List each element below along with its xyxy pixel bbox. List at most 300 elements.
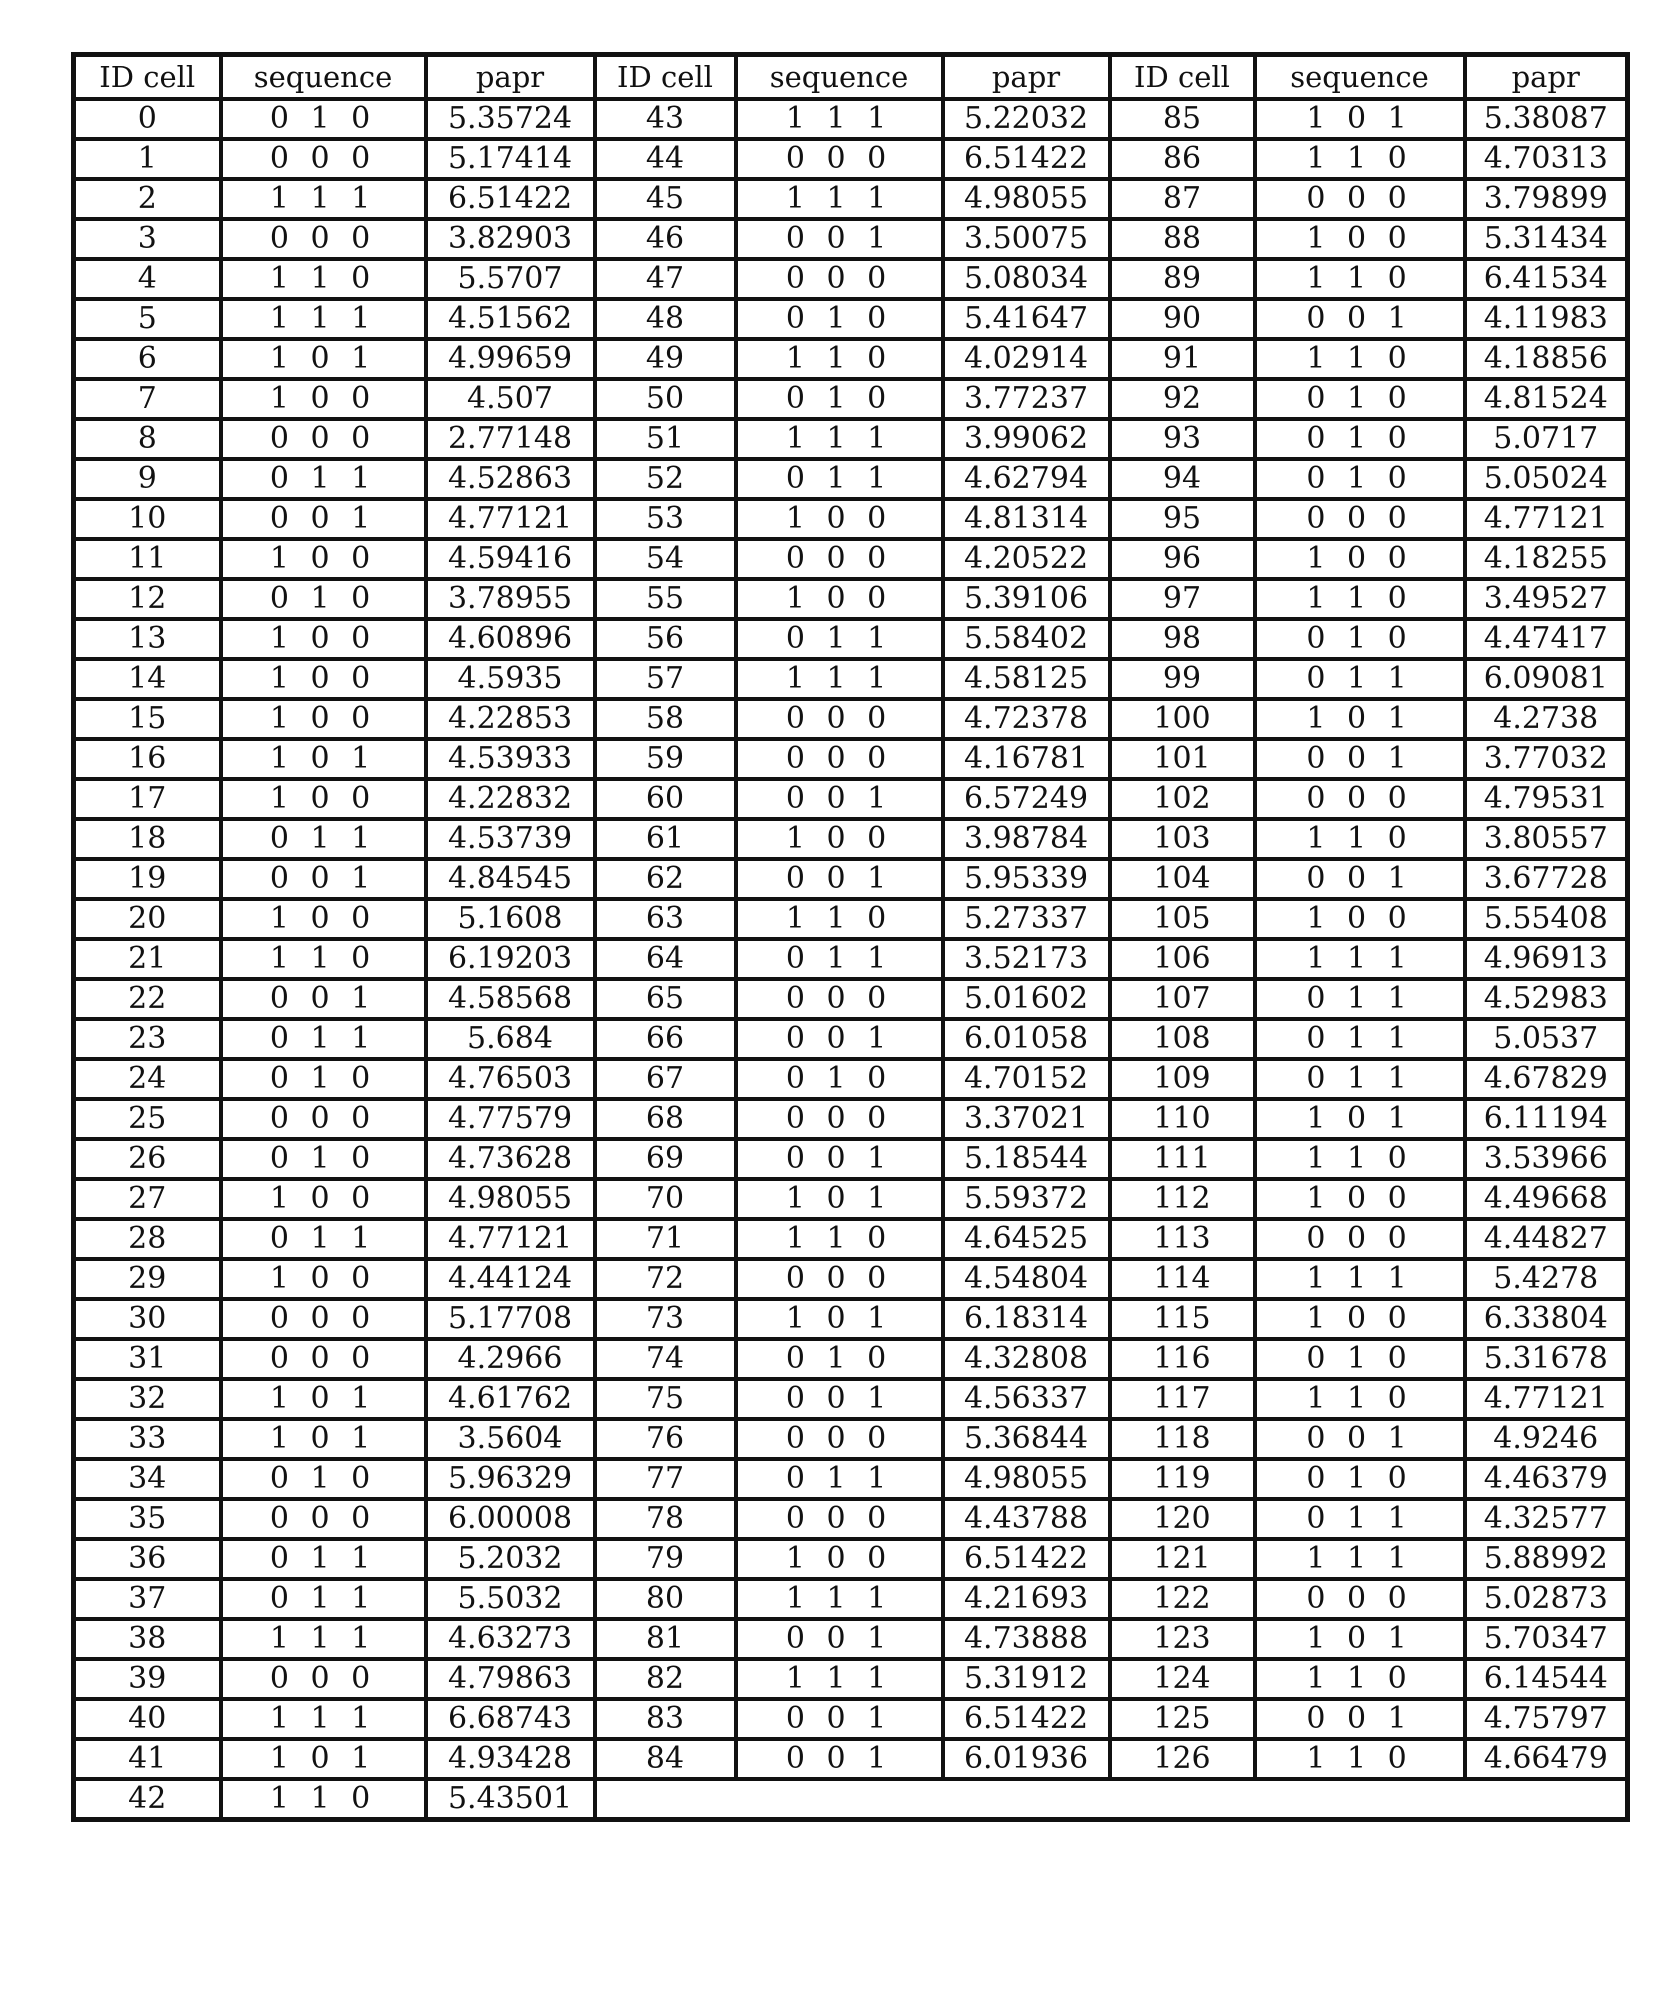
id-cell-value: 47 [595, 259, 736, 299]
id-cell-value: 100 [1110, 699, 1255, 739]
id-cell-value: 35 [74, 1499, 221, 1539]
papr-value: 3.80557 [1465, 819, 1628, 859]
papr-value: 4.67829 [1465, 1059, 1628, 1099]
sequence-value: 1 0 0 [1255, 219, 1465, 259]
table-row [74, 259, 1628, 299]
id-cell-value: 46 [595, 219, 736, 259]
sequence-value: 1 1 1 [736, 179, 943, 219]
sequence-value: 1 1 1 [736, 659, 943, 699]
sequence-value: 0 0 1 [221, 499, 426, 539]
sequence-value: 0 0 0 [736, 139, 943, 179]
papr-value: 4.70313 [1465, 139, 1628, 179]
table-row [74, 739, 1628, 779]
sequence-value: 0 0 0 [221, 1659, 426, 1699]
papr-value: 6.09081 [1465, 659, 1628, 699]
sequence-value: 0 1 0 [221, 99, 426, 139]
id-cell-value: 77 [595, 1459, 736, 1499]
sequence-value: 0 1 1 [221, 459, 426, 499]
sequence-value: 0 1 0 [736, 379, 943, 419]
id-cell-value: 33 [74, 1419, 221, 1459]
sequence-value: 0 1 0 [736, 1339, 943, 1379]
sequence-value: 0 1 1 [1255, 979, 1465, 1019]
papr-value: 4.51562 [426, 299, 595, 339]
papr-value: 4.61762 [426, 1379, 595, 1419]
id-cell-value: 39 [74, 1659, 221, 1699]
id-cell-value: 106 [1110, 939, 1255, 979]
papr-value: 5.31912 [943, 1659, 1110, 1699]
id-cell-value: 7 [74, 379, 221, 419]
sequence-value: 1 1 0 [1255, 1659, 1465, 1699]
sequence-value: 0 1 1 [1255, 1019, 1465, 1059]
sequence-value: 0 1 1 [221, 1019, 426, 1059]
id-cell-value: 79 [595, 1539, 736, 1579]
papr-value: 5.4278 [1465, 1259, 1628, 1299]
papr-value: 3.82903 [426, 219, 595, 259]
sequence-value: 1 0 1 [1255, 1099, 1465, 1139]
sequence-value: 0 1 1 [1255, 659, 1465, 699]
papr-value: 4.44827 [1465, 1219, 1628, 1259]
id-cell-value: 108 [1110, 1019, 1255, 1059]
sequence-value: 1 1 0 [736, 899, 943, 939]
papr-value: 5.96329 [426, 1459, 595, 1499]
papr-value: 4.44124 [426, 1259, 595, 1299]
table-row [74, 1459, 1628, 1499]
papr-value: 6.11194 [1465, 1099, 1628, 1139]
id-cell-value: 109 [1110, 1059, 1255, 1099]
table-row [74, 1619, 1628, 1659]
id-cell-value: 71 [595, 1219, 736, 1259]
papr-value: 6.51422 [943, 1699, 1110, 1739]
id-cell-value: 15 [74, 699, 221, 739]
id-cell-value: 23 [74, 1019, 221, 1059]
id-cell-value: 40 [74, 1699, 221, 1739]
papr-value: 3.52173 [943, 939, 1110, 979]
sequence-value: 0 0 1 [736, 1019, 943, 1059]
papr-value: 4.99659 [426, 339, 595, 379]
id-cell-value: 101 [1110, 739, 1255, 779]
papr-value: 5.05024 [1465, 459, 1628, 499]
table-row [74, 1699, 1628, 1739]
id-cell-value: 36 [74, 1539, 221, 1579]
papr-value: 4.62794 [943, 459, 1110, 499]
sequence-value: 1 0 0 [736, 579, 943, 619]
id-cell-value: 118 [1110, 1419, 1255, 1459]
papr-value: 4.70152 [943, 1059, 1110, 1099]
papr-value: 4.75797 [1465, 1699, 1628, 1739]
papr-value: 4.9246 [1465, 1419, 1628, 1459]
papr-value: 5.18544 [943, 1139, 1110, 1179]
sequence-value: 0 1 0 [221, 1459, 426, 1499]
id-cell-value: 11 [74, 539, 221, 579]
table-row [74, 979, 1628, 1019]
id-cell-value: 102 [1110, 779, 1255, 819]
sequence-value: 1 0 1 [221, 1739, 426, 1779]
papr-value: 4.21693 [943, 1579, 1110, 1619]
sequence-value: 0 1 1 [221, 1579, 426, 1619]
id-cell-value: 104 [1110, 859, 1255, 899]
id-cell-value: 83 [595, 1699, 736, 1739]
sequence-value: 1 0 0 [1255, 1299, 1465, 1339]
sequence-value: 0 0 1 [736, 1619, 943, 1659]
papr-value: 4.59416 [426, 539, 595, 579]
papr-value: 5.5707 [426, 259, 595, 299]
id-cell-value: 96 [1110, 539, 1255, 579]
sequence-value: 1 1 0 [1255, 1739, 1465, 1779]
id-cell-value: 115 [1110, 1299, 1255, 1339]
sequence-value: 1 1 0 [1255, 259, 1465, 299]
table-row [74, 1379, 1628, 1419]
papr-value: 3.79899 [1465, 179, 1628, 219]
sequence-value: 1 0 0 [736, 499, 943, 539]
id-cell-value: 32 [74, 1379, 221, 1419]
papr-value: 4.54804 [943, 1259, 1110, 1299]
papr-value: 5.17414 [426, 139, 595, 179]
id-cell-value: 91 [1110, 339, 1255, 379]
table-row [74, 939, 1628, 979]
id-cell-value: 69 [595, 1139, 736, 1179]
sequence-value: 1 1 1 [221, 1699, 426, 1739]
id-cell-value: 48 [595, 299, 736, 339]
sequence-value: 1 1 1 [221, 1619, 426, 1659]
sequence-value: 0 0 1 [1255, 299, 1465, 339]
table-row [74, 819, 1628, 859]
empty-cell [1255, 1779, 1465, 1820]
papr-value: 4.93428 [426, 1739, 595, 1779]
id-cell-value: 65 [595, 979, 736, 1019]
papr-value: 3.77032 [1465, 739, 1628, 779]
id-cell-value: 5 [74, 299, 221, 339]
id-cell-value: 43 [595, 99, 736, 139]
sequence-value: 1 0 0 [221, 619, 426, 659]
header-papr-3: papr [1465, 55, 1628, 100]
header-id-cell-1: ID cell [74, 55, 221, 100]
sequence-value: 1 1 0 [736, 1219, 943, 1259]
papr-value: 4.63273 [426, 1619, 595, 1659]
papr-value: 4.64525 [943, 1219, 1110, 1259]
id-cell-value: 18 [74, 819, 221, 859]
id-cell-value: 81 [595, 1619, 736, 1659]
table-row [74, 1019, 1628, 1059]
sequence-value: 1 0 0 [221, 899, 426, 939]
id-cell-value: 88 [1110, 219, 1255, 259]
id-cell-value: 6 [74, 339, 221, 379]
sequence-value: 1 0 0 [221, 779, 426, 819]
sequence-value: 0 0 0 [221, 219, 426, 259]
papr-value: 4.47417 [1465, 619, 1628, 659]
id-cell-value: 41 [74, 1739, 221, 1779]
id-cell-value: 55 [595, 579, 736, 619]
id-cell-value: 90 [1110, 299, 1255, 339]
table-row [74, 779, 1628, 819]
papr-value: 5.39106 [943, 579, 1110, 619]
papr-value: 6.14544 [1465, 1659, 1628, 1699]
id-cell-value: 123 [1110, 1619, 1255, 1659]
sequence-value: 1 0 1 [1255, 699, 1465, 739]
sequence-value: 1 1 1 [736, 1659, 943, 1699]
table-row [74, 1259, 1628, 1299]
sequence-value: 0 0 1 [1255, 1699, 1465, 1739]
id-cell-value: 113 [1110, 1219, 1255, 1259]
sequence-value: 1 0 0 [221, 659, 426, 699]
table-row [74, 1179, 1628, 1219]
header-papr-1: papr [426, 55, 595, 100]
id-cell-value: 13 [74, 619, 221, 659]
sequence-value: 1 1 0 [221, 1779, 426, 1820]
sequence-value: 1 0 1 [221, 1419, 426, 1459]
table-row [74, 99, 1628, 139]
id-cell-value: 37 [74, 1579, 221, 1619]
sequence-value: 0 1 1 [221, 819, 426, 859]
papr-value: 4.98055 [943, 1459, 1110, 1499]
papr-value: 5.684 [426, 1019, 595, 1059]
papr-value: 4.32577 [1465, 1499, 1628, 1539]
sequence-value: 1 0 0 [221, 1259, 426, 1299]
sequence-value: 0 0 1 [736, 1739, 943, 1779]
header-papr-2: papr [943, 55, 1110, 100]
id-cell-value: 51 [595, 419, 736, 459]
papr-value: 5.36844 [943, 1419, 1110, 1459]
sequence-value: 0 1 1 [1255, 1059, 1465, 1099]
papr-value: 6.01936 [943, 1739, 1110, 1779]
papr-value: 4.77121 [426, 499, 595, 539]
papr-value: 4.22832 [426, 779, 595, 819]
id-cell-value: 112 [1110, 1179, 1255, 1219]
id-cell-value: 2 [74, 179, 221, 219]
sequence-value: 0 0 1 [1255, 739, 1465, 779]
id-cell-value: 125 [1110, 1699, 1255, 1739]
sequence-value: 0 0 0 [736, 979, 943, 1019]
table-row [74, 699, 1628, 739]
sequence-value: 1 0 1 [221, 739, 426, 779]
table-row [74, 499, 1628, 539]
id-cell-value: 105 [1110, 899, 1255, 939]
id-cell-value: 50 [595, 379, 736, 419]
sequence-value: 1 1 1 [1255, 1259, 1465, 1299]
sequence-value: 1 0 1 [221, 1379, 426, 1419]
id-cell-value: 52 [595, 459, 736, 499]
id-cell-value: 61 [595, 819, 736, 859]
sequence-value: 1 0 0 [221, 1179, 426, 1219]
table-row [74, 899, 1628, 939]
papr-value: 6.18314 [943, 1299, 1110, 1339]
id-cell-value: 63 [595, 899, 736, 939]
id-cell-value: 56 [595, 619, 736, 659]
papr-value: 4.2738 [1465, 699, 1628, 739]
table-row [74, 1299, 1628, 1339]
papr-value: 4.20522 [943, 539, 1110, 579]
sequence-value: 0 0 0 [736, 1099, 943, 1139]
id-cell-value: 22 [74, 979, 221, 1019]
papr-value: 4.56337 [943, 1379, 1110, 1419]
sequence-value: 0 0 1 [1255, 1419, 1465, 1459]
id-cell-value: 10 [74, 499, 221, 539]
papr-value: 4.77121 [426, 1219, 595, 1259]
sequence-value: 1 1 1 [736, 99, 943, 139]
sequence-value: 0 1 0 [1255, 419, 1465, 459]
sequence-value: 1 0 0 [736, 1539, 943, 1579]
sequence-value: 1 0 0 [1255, 539, 1465, 579]
header-row [74, 55, 1628, 100]
papr-value: 4.77121 [1465, 1379, 1628, 1419]
table-row [74, 1339, 1628, 1379]
papr-value: 5.02873 [1465, 1579, 1628, 1619]
id-cell-value: 60 [595, 779, 736, 819]
papr-value: 4.18856 [1465, 339, 1628, 379]
empty-cell [1465, 1779, 1628, 1820]
sequence-value: 1 1 0 [1255, 1139, 1465, 1179]
sequence-value: 0 1 0 [221, 579, 426, 619]
papr-value: 4.16781 [943, 739, 1110, 779]
sequence-value: 1 1 1 [736, 1579, 943, 1619]
id-cell-value: 49 [595, 339, 736, 379]
papr-value: 5.31434 [1465, 219, 1628, 259]
sequence-value: 1 1 0 [1255, 139, 1465, 179]
papr-value: 3.99062 [943, 419, 1110, 459]
id-cell-value: 38 [74, 1619, 221, 1659]
id-cell-value: 110 [1110, 1099, 1255, 1139]
sequence-value: 1 1 0 [1255, 1379, 1465, 1419]
id-cell-value: 26 [74, 1139, 221, 1179]
table-row [74, 1219, 1628, 1259]
sequence-value: 1 0 1 [221, 339, 426, 379]
papr-value: 4.73888 [943, 1619, 1110, 1659]
sequence-value: 0 1 0 [221, 1139, 426, 1179]
id-cell-value: 53 [595, 499, 736, 539]
sequence-value: 1 0 1 [736, 1299, 943, 1339]
id-cell-value: 72 [595, 1259, 736, 1299]
sequence-value: 0 0 0 [736, 259, 943, 299]
papr-value: 6.41534 [1465, 259, 1628, 299]
papr-value: 4.02914 [943, 339, 1110, 379]
sequence-value: 1 0 0 [221, 539, 426, 579]
id-cell-value: 87 [1110, 179, 1255, 219]
id-cell-value: 85 [1110, 99, 1255, 139]
sequence-value: 0 1 1 [221, 1219, 426, 1259]
papr-value: 6.00008 [426, 1499, 595, 1539]
sequence-value: 0 0 0 [1255, 179, 1465, 219]
header-sequence-3: sequence [1255, 55, 1465, 100]
id-cell-value: 62 [595, 859, 736, 899]
id-cell-value: 121 [1110, 1539, 1255, 1579]
id-cell-value: 97 [1110, 579, 1255, 619]
papr-value: 4.96913 [1465, 939, 1628, 979]
id-cell-value: 27 [74, 1179, 221, 1219]
table-row [74, 1739, 1628, 1779]
papr-value: 3.78955 [426, 579, 595, 619]
papr-value: 4.81524 [1465, 379, 1628, 419]
header-sequence-2: sequence [736, 55, 943, 100]
sequence-value: 0 0 1 [1255, 859, 1465, 899]
sequence-value: 0 0 1 [736, 779, 943, 819]
papr-value: 4.507 [426, 379, 595, 419]
papr-table-sheet [71, 52, 1630, 1822]
sequence-value: 1 1 0 [221, 939, 426, 979]
papr-value: 5.31678 [1465, 1339, 1628, 1379]
id-cell-value: 66 [595, 1019, 736, 1059]
sequence-value: 1 1 1 [1255, 939, 1465, 979]
table-row [74, 179, 1628, 219]
sequence-value: 1 1 0 [1255, 579, 1465, 619]
sequence-value: 1 0 1 [736, 1179, 943, 1219]
sequence-value: 1 0 0 [221, 699, 426, 739]
papr-value: 3.77237 [943, 379, 1110, 419]
sequence-value: 0 0 0 [736, 1259, 943, 1299]
id-cell-value: 114 [1110, 1259, 1255, 1299]
sequence-value: 0 0 1 [736, 1379, 943, 1419]
id-cell-value: 14 [74, 659, 221, 699]
id-cell-value: 126 [1110, 1739, 1255, 1779]
papr-value: 5.01602 [943, 979, 1110, 1019]
sequence-value: 1 1 0 [221, 259, 426, 299]
id-cell-value: 54 [595, 539, 736, 579]
papr-value: 5.2032 [426, 1539, 595, 1579]
papr-value: 4.58125 [943, 659, 1110, 699]
table-row [74, 1659, 1628, 1699]
papr-value: 4.79863 [426, 1659, 595, 1699]
empty-cell [1110, 1779, 1255, 1820]
papr-value: 4.60896 [426, 619, 595, 659]
id-cell-value: 67 [595, 1059, 736, 1099]
papr-value: 3.37021 [943, 1099, 1110, 1139]
papr-value: 5.17708 [426, 1299, 595, 1339]
papr-value: 5.38087 [1465, 99, 1628, 139]
table-row [74, 1059, 1628, 1099]
table-row [74, 1539, 1628, 1579]
papr-value: 4.98055 [426, 1179, 595, 1219]
papr-value: 4.66479 [1465, 1739, 1628, 1779]
table-row [74, 1139, 1628, 1179]
papr-value: 6.19203 [426, 939, 595, 979]
papr-value: 4.52863 [426, 459, 595, 499]
papr-value: 4.53739 [426, 819, 595, 859]
header-id-cell-2: ID cell [595, 55, 736, 100]
papr-value: 3.50075 [943, 219, 1110, 259]
table-row [74, 1579, 1628, 1619]
id-cell-value: 1 [74, 139, 221, 179]
papr-value: 5.70347 [1465, 1619, 1628, 1659]
id-cell-value: 44 [595, 139, 736, 179]
papr-value: 5.35724 [426, 99, 595, 139]
id-cell-value: 80 [595, 1579, 736, 1619]
papr-value: 5.88992 [1465, 1539, 1628, 1579]
header-sequence-1: sequence [221, 55, 426, 100]
sequence-value: 0 0 0 [736, 699, 943, 739]
id-cell-value: 124 [1110, 1659, 1255, 1699]
sequence-value: 0 0 0 [736, 739, 943, 779]
sequence-value: 0 1 1 [736, 1459, 943, 1499]
id-cell-value: 103 [1110, 819, 1255, 859]
sequence-value: 0 1 0 [1255, 1459, 1465, 1499]
sequence-value: 1 0 0 [221, 379, 426, 419]
sequence-value: 0 1 1 [736, 939, 943, 979]
sequence-value: 0 0 0 [221, 419, 426, 459]
id-cell-value: 119 [1110, 1459, 1255, 1499]
papr-value: 4.22853 [426, 699, 595, 739]
sequence-value: 0 0 0 [736, 1499, 943, 1539]
id-cell-value: 84 [595, 1739, 736, 1779]
papr-value: 6.68743 [426, 1699, 595, 1739]
sequence-value: 1 0 1 [1255, 99, 1465, 139]
sequence-value: 1 0 1 [1255, 1619, 1465, 1659]
id-cell-value: 57 [595, 659, 736, 699]
sequence-value: 1 1 1 [221, 299, 426, 339]
papr-value: 5.43501 [426, 1779, 595, 1820]
table-row [74, 419, 1628, 459]
papr-value: 5.27337 [943, 899, 1110, 939]
id-cell-value: 76 [595, 1419, 736, 1459]
sequence-value: 0 1 0 [1255, 619, 1465, 659]
table-row [74, 859, 1628, 899]
